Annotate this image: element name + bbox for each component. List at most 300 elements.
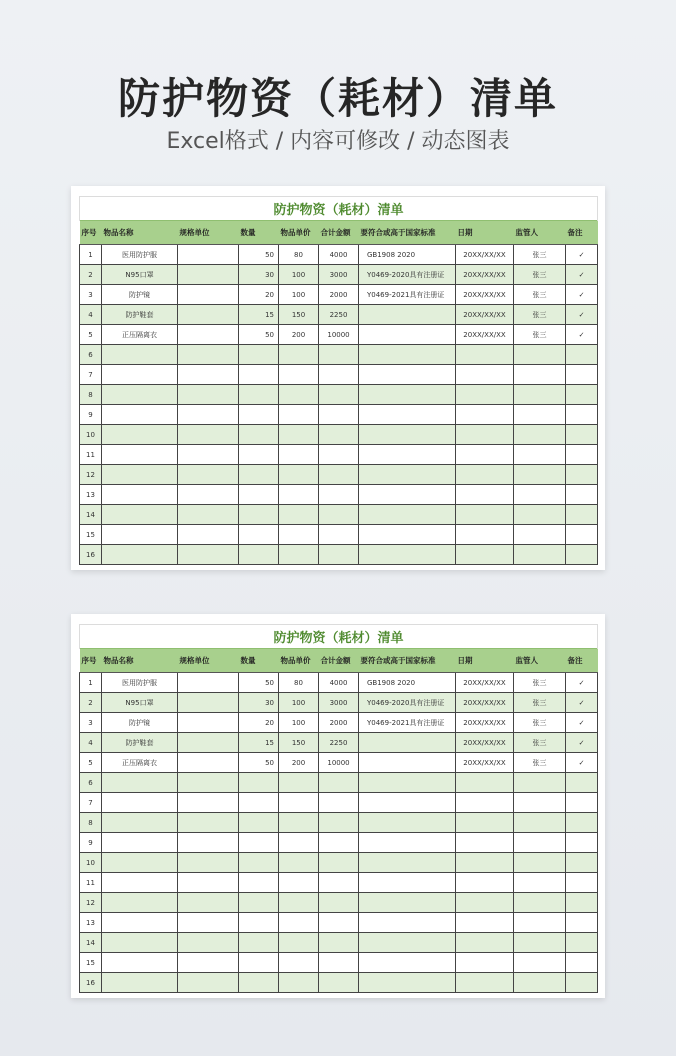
serial-number-cell[interactable]: 1 — [80, 673, 102, 693]
item-name-cell[interactable] — [102, 853, 178, 873]
quantity-cell[interactable]: 30 — [239, 265, 279, 285]
spec-unit-cell[interactable] — [178, 893, 239, 913]
remark-cell[interactable] — [566, 833, 598, 853]
standard-cell[interactable] — [359, 813, 456, 833]
spec-unit-cell[interactable] — [178, 773, 239, 793]
spec-unit-cell[interactable] — [178, 793, 239, 813]
item-name-cell[interactable] — [102, 773, 178, 793]
supervisor-cell[interactable] — [514, 445, 566, 465]
serial-number-cell[interactable]: 15 — [80, 953, 102, 973]
date-cell[interactable] — [456, 773, 514, 793]
total-amount-cell[interactable]: 3000 — [319, 265, 359, 285]
serial-number-cell[interactable]: 7 — [80, 793, 102, 813]
date-cell[interactable] — [456, 953, 514, 973]
item-name-cell[interactable]: N95口罩 — [102, 693, 178, 713]
date-cell[interactable] — [456, 485, 514, 505]
quantity-cell[interactable] — [239, 445, 279, 465]
standard-cell[interactable] — [359, 325, 456, 345]
supervisor-cell[interactable] — [514, 545, 566, 565]
remark-cell[interactable] — [566, 813, 598, 833]
spec-unit-cell[interactable] — [178, 813, 239, 833]
quantity-cell[interactable] — [239, 793, 279, 813]
standard-cell[interactable]: GB1908 2020 — [359, 245, 456, 265]
quantity-cell[interactable] — [239, 933, 279, 953]
serial-number-cell[interactable]: 3 — [80, 713, 102, 733]
supervisor-cell[interactable]: 张三 — [514, 305, 566, 325]
item-name-cell[interactable] — [102, 973, 178, 993]
standard-cell[interactable] — [359, 973, 456, 993]
spec-unit-cell[interactable] — [178, 345, 239, 365]
quantity-cell[interactable] — [239, 525, 279, 545]
quantity-cell[interactable] — [239, 953, 279, 973]
standard-cell[interactable] — [359, 345, 456, 365]
quantity-cell[interactable] — [239, 505, 279, 525]
quantity-cell[interactable]: 15 — [239, 305, 279, 325]
standard-cell[interactable]: Y0469-2020具有注册证 — [359, 693, 456, 713]
item-name-cell[interactable]: 防护镜 — [102, 713, 178, 733]
spec-unit-cell[interactable] — [178, 365, 239, 385]
spec-unit-cell[interactable] — [178, 325, 239, 345]
supervisor-cell[interactable]: 张三 — [514, 265, 566, 285]
item-name-cell[interactable] — [102, 545, 178, 565]
supervisor-cell[interactable] — [514, 973, 566, 993]
unit-price-cell[interactable] — [279, 425, 319, 445]
unit-price-cell[interactable] — [279, 913, 319, 933]
date-cell[interactable] — [456, 345, 514, 365]
standard-cell[interactable]: Y0469-2021具有注册证 — [359, 285, 456, 305]
standard-cell[interactable] — [359, 933, 456, 953]
remark-cell[interactable] — [566, 793, 598, 813]
total-amount-cell[interactable] — [319, 485, 359, 505]
remark-cell[interactable] — [566, 465, 598, 485]
unit-price-cell[interactable] — [279, 545, 319, 565]
quantity-cell[interactable] — [239, 913, 279, 933]
spec-unit-cell[interactable] — [178, 953, 239, 973]
spec-unit-cell[interactable] — [178, 265, 239, 285]
standard-cell[interactable] — [359, 873, 456, 893]
quantity-cell[interactable] — [239, 465, 279, 485]
unit-price-cell[interactable] — [279, 813, 319, 833]
serial-number-cell[interactable]: 5 — [80, 325, 102, 345]
standard-cell[interactable] — [359, 525, 456, 545]
quantity-cell[interactable] — [239, 853, 279, 873]
date-cell[interactable]: 20XX/XX/XX — [456, 673, 514, 693]
standard-cell[interactable] — [359, 953, 456, 973]
date-cell[interactable] — [456, 813, 514, 833]
remark-cell[interactable] — [566, 773, 598, 793]
spec-unit-cell[interactable] — [178, 673, 239, 693]
total-amount-cell[interactable] — [319, 873, 359, 893]
unit-price-cell[interactable]: 100 — [279, 713, 319, 733]
spec-unit-cell[interactable] — [178, 405, 239, 425]
total-amount-cell[interactable]: 2250 — [319, 733, 359, 753]
serial-number-cell[interactable]: 6 — [80, 773, 102, 793]
spec-unit-cell[interactable] — [178, 445, 239, 465]
spec-unit-cell[interactable] — [178, 873, 239, 893]
total-amount-cell[interactable] — [319, 833, 359, 853]
standard-cell[interactable]: Y0469-2020具有注册证 — [359, 265, 456, 285]
remark-cell[interactable]: ✓ — [566, 325, 598, 345]
spec-unit-cell[interactable] — [178, 525, 239, 545]
unit-price-cell[interactable]: 80 — [279, 245, 319, 265]
spec-unit-cell[interactable] — [178, 425, 239, 445]
unit-price-cell[interactable]: 80 — [279, 673, 319, 693]
standard-cell[interactable] — [359, 465, 456, 485]
remark-cell[interactable] — [566, 425, 598, 445]
supervisor-cell[interactable]: 张三 — [514, 325, 566, 345]
serial-number-cell[interactable]: 6 — [80, 345, 102, 365]
spec-unit-cell[interactable] — [178, 853, 239, 873]
date-cell[interactable]: 20XX/XX/XX — [456, 245, 514, 265]
remark-cell[interactable] — [566, 345, 598, 365]
date-cell[interactable]: 20XX/XX/XX — [456, 733, 514, 753]
spec-unit-cell[interactable] — [178, 713, 239, 733]
item-name-cell[interactable] — [102, 525, 178, 545]
unit-price-cell[interactable]: 100 — [279, 693, 319, 713]
serial-number-cell[interactable]: 13 — [80, 913, 102, 933]
remark-cell[interactable] — [566, 525, 598, 545]
remark-cell[interactable] — [566, 485, 598, 505]
item-name-cell[interactable]: 防护鞋套 — [102, 733, 178, 753]
unit-price-cell[interactable] — [279, 833, 319, 853]
supervisor-cell[interactable] — [514, 853, 566, 873]
quantity-cell[interactable] — [239, 833, 279, 853]
spec-unit-cell[interactable] — [178, 505, 239, 525]
date-cell[interactable]: 20XX/XX/XX — [456, 305, 514, 325]
supervisor-cell[interactable] — [514, 813, 566, 833]
total-amount-cell[interactable]: 4000 — [319, 673, 359, 693]
standard-cell[interactable] — [359, 445, 456, 465]
remark-cell[interactable]: ✓ — [566, 753, 598, 773]
spec-unit-cell[interactable] — [178, 693, 239, 713]
date-cell[interactable] — [456, 405, 514, 425]
date-cell[interactable] — [456, 973, 514, 993]
quantity-cell[interactable] — [239, 893, 279, 913]
item-name-cell[interactable]: 防护鞋套 — [102, 305, 178, 325]
unit-price-cell[interactable]: 200 — [279, 325, 319, 345]
supervisor-cell[interactable]: 张三 — [514, 673, 566, 693]
item-name-cell[interactable]: 正压隔离衣 — [102, 325, 178, 345]
item-name-cell[interactable] — [102, 445, 178, 465]
item-name-cell[interactable] — [102, 345, 178, 365]
serial-number-cell[interactable]: 14 — [80, 505, 102, 525]
date-cell[interactable]: 20XX/XX/XX — [456, 753, 514, 773]
remark-cell[interactable] — [566, 893, 598, 913]
date-cell[interactable] — [456, 893, 514, 913]
serial-number-cell[interactable]: 14 — [80, 933, 102, 953]
serial-number-cell[interactable]: 16 — [80, 973, 102, 993]
serial-number-cell[interactable]: 10 — [80, 425, 102, 445]
serial-number-cell[interactable]: 12 — [80, 465, 102, 485]
total-amount-cell[interactable] — [319, 973, 359, 993]
quantity-cell[interactable]: 50 — [239, 673, 279, 693]
serial-number-cell[interactable]: 15 — [80, 525, 102, 545]
remark-cell[interactable] — [566, 973, 598, 993]
remark-cell[interactable] — [566, 385, 598, 405]
standard-cell[interactable] — [359, 385, 456, 405]
item-name-cell[interactable] — [102, 405, 178, 425]
unit-price-cell[interactable] — [279, 973, 319, 993]
remark-cell[interactable] — [566, 365, 598, 385]
spec-unit-cell[interactable] — [178, 753, 239, 773]
quantity-cell[interactable]: 50 — [239, 753, 279, 773]
date-cell[interactable]: 20XX/XX/XX — [456, 693, 514, 713]
quantity-cell[interactable]: 50 — [239, 325, 279, 345]
spec-unit-cell[interactable] — [178, 385, 239, 405]
remark-cell[interactable]: ✓ — [566, 673, 598, 693]
total-amount-cell[interactable] — [319, 813, 359, 833]
quantity-cell[interactable] — [239, 485, 279, 505]
spec-unit-cell[interactable] — [178, 913, 239, 933]
unit-price-cell[interactable] — [279, 773, 319, 793]
supervisor-cell[interactable] — [514, 833, 566, 853]
spec-unit-cell[interactable] — [178, 733, 239, 753]
serial-number-cell[interactable]: 13 — [80, 485, 102, 505]
unit-price-cell[interactable] — [279, 465, 319, 485]
quantity-cell[interactable]: 20 — [239, 713, 279, 733]
serial-number-cell[interactable]: 11 — [80, 873, 102, 893]
supervisor-cell[interactable] — [514, 425, 566, 445]
standard-cell[interactable] — [359, 545, 456, 565]
supervisor-cell[interactable] — [514, 953, 566, 973]
serial-number-cell[interactable]: 5 — [80, 753, 102, 773]
item-name-cell[interactable] — [102, 833, 178, 853]
serial-number-cell[interactable]: 10 — [80, 853, 102, 873]
item-name-cell[interactable] — [102, 913, 178, 933]
unit-price-cell[interactable] — [279, 893, 319, 913]
date-cell[interactable]: 20XX/XX/XX — [456, 285, 514, 305]
unit-price-cell[interactable] — [279, 853, 319, 873]
remark-cell[interactable] — [566, 445, 598, 465]
date-cell[interactable]: 20XX/XX/XX — [456, 325, 514, 345]
total-amount-cell[interactable]: 2250 — [319, 305, 359, 325]
item-name-cell[interactable] — [102, 505, 178, 525]
spec-unit-cell[interactable] — [178, 465, 239, 485]
unit-price-cell[interactable]: 100 — [279, 285, 319, 305]
total-amount-cell[interactable] — [319, 445, 359, 465]
quantity-cell[interactable] — [239, 973, 279, 993]
date-cell[interactable]: 20XX/XX/XX — [456, 713, 514, 733]
serial-number-cell[interactable]: 11 — [80, 445, 102, 465]
serial-number-cell[interactable]: 8 — [80, 385, 102, 405]
item-name-cell[interactable] — [102, 813, 178, 833]
total-amount-cell[interactable] — [319, 345, 359, 365]
supervisor-cell[interactable]: 张三 — [514, 285, 566, 305]
total-amount-cell[interactable] — [319, 953, 359, 973]
remark-cell[interactable] — [566, 853, 598, 873]
date-cell[interactable] — [456, 445, 514, 465]
unit-price-cell[interactable]: 150 — [279, 733, 319, 753]
spec-unit-cell[interactable] — [178, 285, 239, 305]
quantity-cell[interactable]: 15 — [239, 733, 279, 753]
quantity-cell[interactable] — [239, 813, 279, 833]
item-name-cell[interactable]: N95口罩 — [102, 265, 178, 285]
item-name-cell[interactable]: 医用防护服 — [102, 673, 178, 693]
date-cell[interactable] — [456, 793, 514, 813]
supervisor-cell[interactable]: 张三 — [514, 733, 566, 753]
quantity-cell[interactable] — [239, 345, 279, 365]
item-name-cell[interactable] — [102, 873, 178, 893]
supervisor-cell[interactable] — [514, 385, 566, 405]
item-name-cell[interactable] — [102, 425, 178, 445]
standard-cell[interactable] — [359, 733, 456, 753]
quantity-cell[interactable] — [239, 873, 279, 893]
date-cell[interactable] — [456, 465, 514, 485]
item-name-cell[interactable] — [102, 893, 178, 913]
supervisor-cell[interactable] — [514, 933, 566, 953]
total-amount-cell[interactable]: 3000 — [319, 693, 359, 713]
remark-cell[interactable] — [566, 953, 598, 973]
standard-cell[interactable] — [359, 505, 456, 525]
unit-price-cell[interactable] — [279, 793, 319, 813]
supervisor-cell[interactable] — [514, 773, 566, 793]
item-name-cell[interactable] — [102, 465, 178, 485]
total-amount-cell[interactable] — [319, 933, 359, 953]
standard-cell[interactable] — [359, 753, 456, 773]
total-amount-cell[interactable] — [319, 385, 359, 405]
standard-cell[interactable] — [359, 893, 456, 913]
unit-price-cell[interactable] — [279, 445, 319, 465]
supervisor-cell[interactable] — [514, 793, 566, 813]
supervisor-cell[interactable] — [514, 525, 566, 545]
unit-price-cell[interactable]: 150 — [279, 305, 319, 325]
serial-number-cell[interactable]: 16 — [80, 545, 102, 565]
total-amount-cell[interactable]: 10000 — [319, 753, 359, 773]
unit-price-cell[interactable] — [279, 505, 319, 525]
supervisor-cell[interactable] — [514, 465, 566, 485]
total-amount-cell[interactable] — [319, 465, 359, 485]
remark-cell[interactable] — [566, 545, 598, 565]
quantity-cell[interactable] — [239, 425, 279, 445]
serial-number-cell[interactable]: 8 — [80, 813, 102, 833]
date-cell[interactable] — [456, 365, 514, 385]
total-amount-cell[interactable] — [319, 793, 359, 813]
serial-number-cell[interactable]: 9 — [80, 405, 102, 425]
quantity-cell[interactable]: 30 — [239, 693, 279, 713]
spec-unit-cell[interactable] — [178, 485, 239, 505]
quantity-cell[interactable]: 20 — [239, 285, 279, 305]
item-name-cell[interactable] — [102, 793, 178, 813]
spec-unit-cell[interactable] — [178, 973, 239, 993]
date-cell[interactable] — [456, 873, 514, 893]
quantity-cell[interactable] — [239, 385, 279, 405]
supervisor-cell[interactable] — [514, 345, 566, 365]
total-amount-cell[interactable] — [319, 773, 359, 793]
supervisor-cell[interactable]: 张三 — [514, 753, 566, 773]
supervisor-cell[interactable] — [514, 913, 566, 933]
unit-price-cell[interactable] — [279, 365, 319, 385]
remark-cell[interactable] — [566, 933, 598, 953]
spec-unit-cell[interactable] — [178, 305, 239, 325]
remark-cell[interactable]: ✓ — [566, 285, 598, 305]
total-amount-cell[interactable] — [319, 505, 359, 525]
unit-price-cell[interactable] — [279, 485, 319, 505]
total-amount-cell[interactable] — [319, 525, 359, 545]
unit-price-cell[interactable] — [279, 385, 319, 405]
serial-number-cell[interactable]: 7 — [80, 365, 102, 385]
serial-number-cell[interactable]: 4 — [80, 305, 102, 325]
date-cell[interactable] — [456, 833, 514, 853]
standard-cell[interactable] — [359, 405, 456, 425]
remark-cell[interactable] — [566, 405, 598, 425]
item-name-cell[interactable] — [102, 953, 178, 973]
standard-cell[interactable] — [359, 833, 456, 853]
total-amount-cell[interactable]: 4000 — [319, 245, 359, 265]
supervisor-cell[interactable] — [514, 505, 566, 525]
supervisor-cell[interactable]: 张三 — [514, 245, 566, 265]
date-cell[interactable]: 20XX/XX/XX — [456, 265, 514, 285]
date-cell[interactable] — [456, 853, 514, 873]
standard-cell[interactable] — [359, 773, 456, 793]
total-amount-cell[interactable]: 2000 — [319, 713, 359, 733]
serial-number-cell[interactable]: 9 — [80, 833, 102, 853]
item-name-cell[interactable]: 正压隔离衣 — [102, 753, 178, 773]
unit-price-cell[interactable] — [279, 345, 319, 365]
unit-price-cell[interactable]: 200 — [279, 753, 319, 773]
total-amount-cell[interactable] — [319, 893, 359, 913]
serial-number-cell[interactable]: 12 — [80, 893, 102, 913]
supervisor-cell[interactable]: 张三 — [514, 693, 566, 713]
standard-cell[interactable] — [359, 793, 456, 813]
total-amount-cell[interactable] — [319, 425, 359, 445]
remark-cell[interactable]: ✓ — [566, 305, 598, 325]
remark-cell[interactable] — [566, 913, 598, 933]
date-cell[interactable] — [456, 505, 514, 525]
remark-cell[interactable]: ✓ — [566, 693, 598, 713]
serial-number-cell[interactable]: 2 — [80, 265, 102, 285]
item-name-cell[interactable] — [102, 365, 178, 385]
supervisor-cell[interactable]: 张三 — [514, 713, 566, 733]
unit-price-cell[interactable] — [279, 525, 319, 545]
spec-unit-cell[interactable] — [178, 245, 239, 265]
standard-cell[interactable]: Y0469-2021具有注册证 — [359, 713, 456, 733]
quantity-cell[interactable] — [239, 773, 279, 793]
unit-price-cell[interactable] — [279, 933, 319, 953]
total-amount-cell[interactable] — [319, 365, 359, 385]
serial-number-cell[interactable]: 3 — [80, 285, 102, 305]
supervisor-cell[interactable] — [514, 893, 566, 913]
remark-cell[interactable]: ✓ — [566, 265, 598, 285]
spec-unit-cell[interactable] — [178, 545, 239, 565]
total-amount-cell[interactable]: 2000 — [319, 285, 359, 305]
spec-unit-cell[interactable] — [178, 833, 239, 853]
spec-unit-cell[interactable] — [178, 933, 239, 953]
unit-price-cell[interactable] — [279, 953, 319, 973]
item-name-cell[interactable]: 防护镜 — [102, 285, 178, 305]
date-cell[interactable] — [456, 545, 514, 565]
date-cell[interactable] — [456, 525, 514, 545]
supervisor-cell[interactable] — [514, 405, 566, 425]
supervisor-cell[interactable] — [514, 365, 566, 385]
supervisor-cell[interactable] — [514, 873, 566, 893]
date-cell[interactable] — [456, 913, 514, 933]
standard-cell[interactable]: GB1908 2020 — [359, 673, 456, 693]
item-name-cell[interactable] — [102, 933, 178, 953]
remark-cell[interactable]: ✓ — [566, 713, 598, 733]
serial-number-cell[interactable]: 2 — [80, 693, 102, 713]
serial-number-cell[interactable]: 4 — [80, 733, 102, 753]
serial-number-cell[interactable]: 1 — [80, 245, 102, 265]
total-amount-cell[interactable]: 10000 — [319, 325, 359, 345]
date-cell[interactable] — [456, 425, 514, 445]
remark-cell[interactable] — [566, 873, 598, 893]
standard-cell[interactable] — [359, 485, 456, 505]
total-amount-cell[interactable] — [319, 405, 359, 425]
total-amount-cell[interactable] — [319, 545, 359, 565]
date-cell[interactable] — [456, 385, 514, 405]
quantity-cell[interactable] — [239, 365, 279, 385]
date-cell[interactable] — [456, 933, 514, 953]
